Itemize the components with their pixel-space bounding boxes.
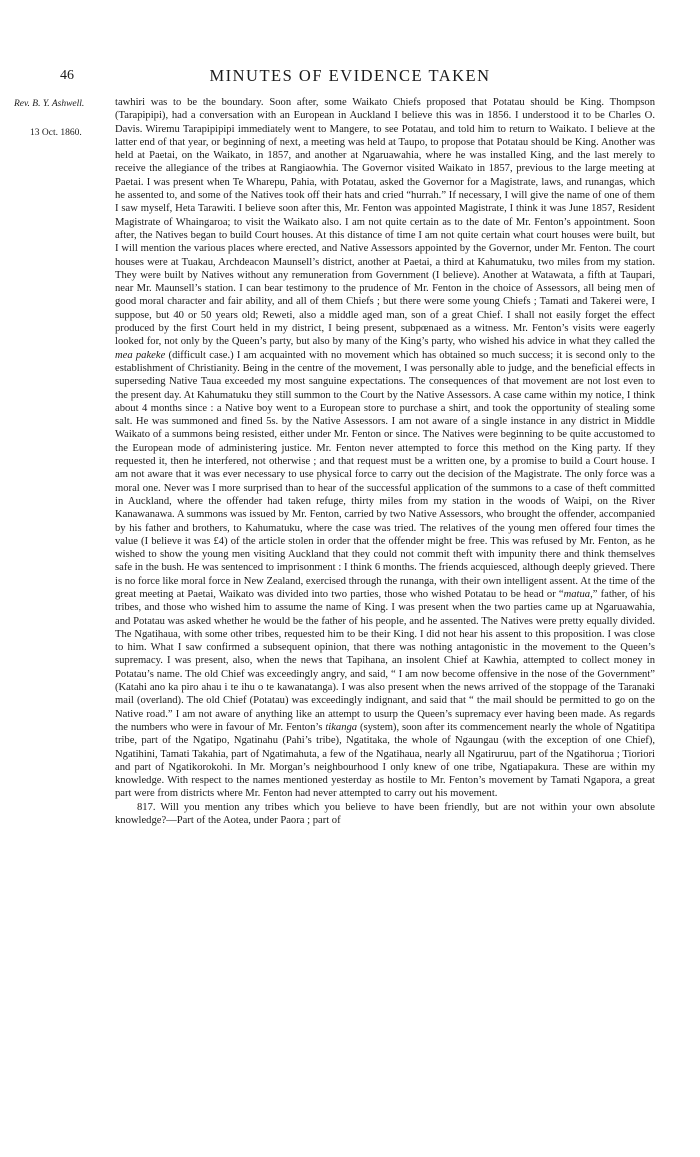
margin-witness-name: Rev. B. Y. Ashwell. bbox=[14, 99, 85, 109]
text-run: (difficult case.) I am acquainted with no movement which has obtained so much success; it is second only to the establishment of Christianity. Being in the centre of the movement, I was personally able to judge, and the beneficial effects in superseding Native Taua exceeded my most sanguine expectations. The consequences of that movement are not lost even to the present day. At Kahumatuku they still summon to the Court by the Native Assessors. A case came within my notice, I think about 4 months since : a Native boy went to a European store to purchase a shirt, and took the opportunity of stealing some salt. He was summoned and fined 5s. by the Native Assessors. I am not aware of a single instance in any district in Middle Waikato of a summons being resisted, either under Mr. Fenton or since. The Natives were beginning to be quite accustomed to the European mode of administering justice. Mr. Fenton never attempted to force this method on the King party. If they requested it, then he interfered, not otherwise ; and that request must be a written one, by a promise to build a Court house. I am not aware that it was ever necessary to use physical force to carry out the decision of the Magistrate. The only force was a moral one. Never was I more surprised than to hear of the successful application of the summons to a case of theft committed in Auckland, where the offender had taken refuge, thirty miles from my station in the woods of Waipi, on the River Kanawanawa. A summons was issued by Mr. Fenton, carried by two Native Assessors, who brought the offender, accompanied by his father and brothers, to Kahumatuku, where the case was tried. The relatives of the young men offered four times the value (I believe it was £4) of the article stolen in order that the offender might be free. This was refused by Mr. Fenton, as he wished to show the young men visiting Auckland that they could not commit theft with impunity there and think themselves safe in the bush. He was sentenced to imprisonment : I think 6 months. The friends acquiesced, although deeply grieved. There is no force like moral force in New Zealand, exercised through the runanga, with their own intelligent assent. At the time of the great meeting at Paetai, Waikato was divided into two parties, those who wished Potatau to be head or “ bbox=[115, 349, 655, 600]
evidence-paragraph bbox=[115, 96, 655, 801]
maori-term: tikanga bbox=[325, 721, 358, 733]
text-run: ,” father, of his tribes, and those who wished him to assume the name of King. I was present when the two parties came up at Ngaruawahia, and Potatau was asked whether he would be the father of his people, and he assented. The Natives were pretty equally divided. The Ngatihaua, with some other tribes, requested him to be their King. I did not hear his assent to this proposition. I was close to him. What I saw confirmed a subsequent opinion, that there was nothing antagonistic in the movement to the Queen’s supremacy. I was present, also, when the news that Tapihana, an insolent Chief at Kawhia, attempted to collect money in Potatau’s name. The old Chief was exceedingly angry, and said, “ I am now become offensive in the nose of the Government” (Katahi ano ka piro ahau i te ihu o te kawanatanga). I was also present when the news arrived of the stoppage of the Taranaki mail (overland). The old Chief (Potatau) was exceedingly indignant, and said that “ the mail should be permitted to go on the Native road.” I am not aware of anything like an attempt to usurp the Queen’s supremacy ever having been made. As regards the numbers who were in favour of Mr. Fenton’s bbox=[115, 588, 655, 733]
evidence-text bbox=[115, 96, 655, 827]
maori-term: mea pakeke bbox=[115, 349, 166, 361]
maori-term: matua bbox=[563, 588, 591, 600]
text-run: (system), soon after its commencement nearly the whole of Ngatitipa tribe, part of the Ngatipo, Ngatinahu (Pahi’s tribe), Ngatitaka, the whole of Ngaungau (with the exception of one Chief), Ngatihini, Tamati Takahia, part of Ngatimahuta, a few of the Ngatihaua, nearly all Ngatiruruu, part of the Ngatihorua ; Tioriori and part of Ngatikorokohi. In Mr. Morgan’s neighbourhood I only knew of one tribe, Ngatiapakura. These are within my knowledge. With respect to the names mentioned yesterday as hostile to Mr. Fenton’s movement by Tamati Ngapora, a great part were from districts where Mr. Fenton had never attempted to carry out his movement. bbox=[115, 721, 655, 800]
margin-date: 13 Oct. 1860. bbox=[30, 128, 82, 138]
text-run: tawhiri was to be the boundary. Soon after, some Waikato Chiefs proposed that Potatau should be King. Thompson (Tarapipipi), had a conversation with an European in Auckland I believe this was in 1856. I understood it to be Charles O. Davis. Wiremu Tarapipipipi immediately went to Mangere, to see Potatau, and told him to return to Waikato. I believe at the latter end of that year, or beginning of next, a meeting was held at Taupo, to propose that Potatau should be King. Another was held at Paetai, on the Waikato, in 1857, and another at Ngaruawahia, where he was installed King, and the last merely to receive the allegiance of the tribes at Rangiaowhia. The Governor visited Waikato in 1857, previous to the large meeting at Paetai. I was present when Te Wharepu, Pahia, with Potatau, asked the Governor for a Magistrate, laws, and runangas, which he assented to, and some of the Natives took off their hats and cried “hurrah.” If necessary, I will give the name of one of them I saw myself, Heta Tarawiti. I believe soon after this, Mr. Fenton was appointed Magistrate, I think it was June 1857, Resident Magistrate of Whaingaroa; to visit the Waikato also. I am not quite certain as to the date of Mr. Fenton’s appointment. Soon after, the Natives began to build Court houses. At this distance of time I am not quite certain what court houses were built, but I will mention the various places where erected, and Native Assessors appointed by the Governor, under Mr. Fenton. The court houses were at Tuakau, Archdeacon Maunsell’s district, another at Paetai, a third at Kahumatuku, two miles from my station. They were built by Natives without any remuneration from Government (I believe). Another at Watawata, a fifth at Taupari, near Mr. Maunsell’s station. I can bear testimony to the prudence of Mr. Fenton in the choice of Assessors, all being men of good moral character and fair ability, and all of them Chiefs ; but there were some young Chiefs ; Tamati and Takerei were, I suppose, but 40 or 50 years old; Reweti, also a middle aged man, son of a great Chief. I shall not easily forget the effect produced by the first Court held in my district, I being present, subpœnaed as a witness. Mr. Fenton’s visits were eagerly looked for, not only by the Queen’s party, but also by many of the King’s party, who wished his advice in what they called the bbox=[115, 97, 655, 348]
question-paragraph: 817. Will you mention any tribes which you believe to have been friendly, but are not within your own absolute knowledge?—Part of the Aotea, under Paora ; part of bbox=[115, 801, 655, 827]
page-number: 46 bbox=[60, 68, 74, 83]
running-title: MINUTES OF EVIDENCE TAKEN bbox=[209, 66, 491, 85]
